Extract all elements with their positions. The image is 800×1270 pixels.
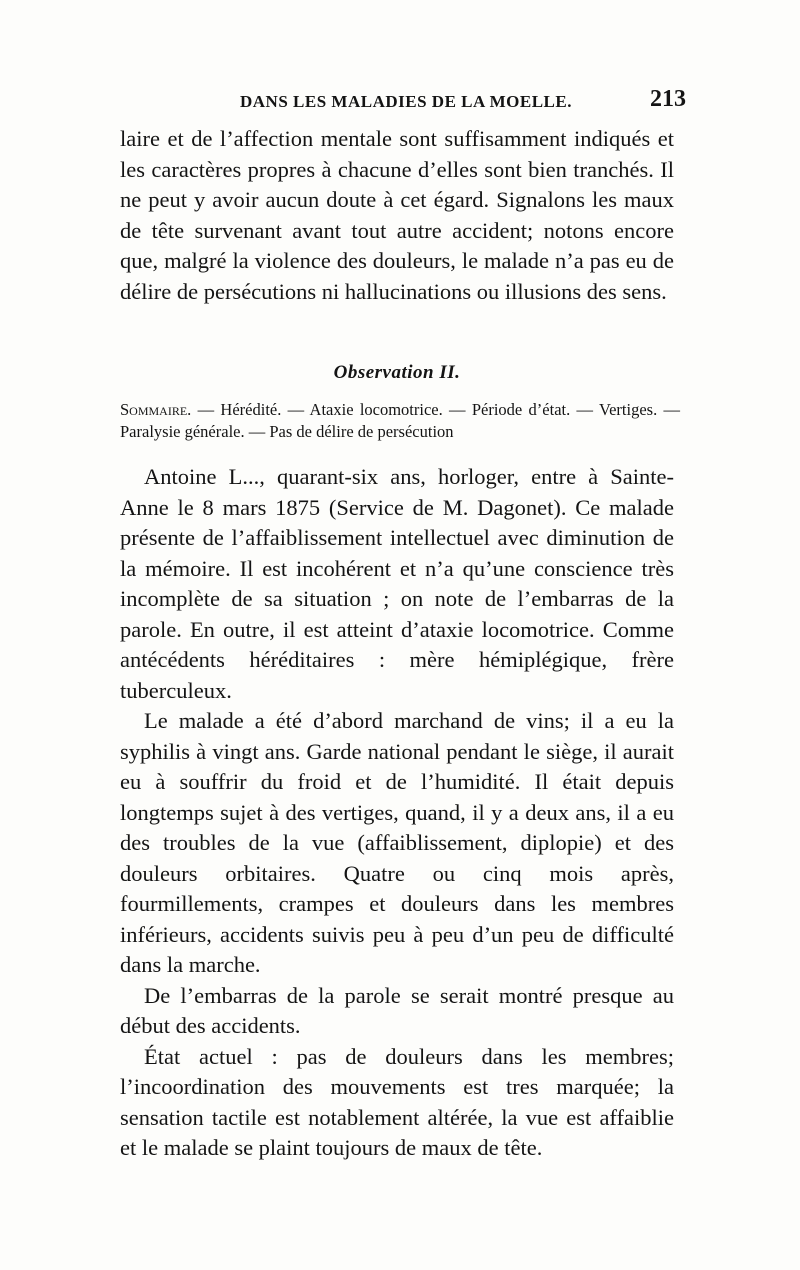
page-number: 213 xyxy=(650,86,686,112)
observation-paragraph-1: Antoine L..., quarant-six ans, horloger, entre à Sainte-Anne le 8 mars 1875 (Service de M. Dagonet). Ce malade présente de l’affaiblissement intellectuel avec diminution de la mémoire. Il est incohérent et n’a qu’une conscience très incomplète de sa situation ; on note de l’embarras de la parole. En outre, il est atteint d’ataxie locomotrice. Comme antécédents héréditaires : mère hémiplégique, frère tuberculeux. xyxy=(120,464,674,703)
summary-label: Sommaire. xyxy=(120,400,192,419)
observation-title: Observation II. xyxy=(333,362,461,383)
observation-paragraph-2: Le malade a été d’abord marchand de vins; il a eu la syphilis à vingt ans. Garde national pendant le siège, il aurait eu à souffrir du froid et de l’humidité. Il était depuis longtemps sujet à des vertiges, quand, il y a deux ans, il a eu des troubles de la vue (affaiblissement, diplopie) et des douleurs orbitaires. Quatre ou cinq mois après, fourmillements, crampes et douleurs dans les membres inférieurs, accidents suivis peu à peu d’un peu de difficulté dans la marche. xyxy=(120,708,674,977)
observation-body xyxy=(120,462,674,1164)
observation-paragraph-3: De l’embarras de la parole se serait montré presque au début des accidents. xyxy=(120,982,674,1038)
summary-text: — Hérédité. — Ataxie locomotrice. — Période d’état. — Vertiges. — Paralysie générale. — Pas de délire de persécution xyxy=(120,400,681,441)
observation-paragraph-4: État actuel : pas de douleurs dans les membres; l’incoordination des mouvements est tres marquée; la sensation tactile est notablement altérée, la vue est affaiblie et le malade se plaint toujours de maux de tête. xyxy=(120,1043,674,1160)
intro-block xyxy=(120,124,674,307)
running-head: DANS LES MALADIES DE LA MOELLE. xyxy=(240,92,572,111)
observation-summary xyxy=(120,399,680,443)
intro-paragraph: laire et de l’affection mentale sont suffisamment indiqués et les caractères propres à chacune d’elles sont bien tranchés. Il ne peut y avoir aucun doute à cet égard. Signalons les maux de tête survenant avant tout autre accident; notons encore que, malgré la violence des douleurs, le malade n’a pas eu de délire de persécutions ni hallucinations ou illusions des sens. xyxy=(120,126,674,304)
